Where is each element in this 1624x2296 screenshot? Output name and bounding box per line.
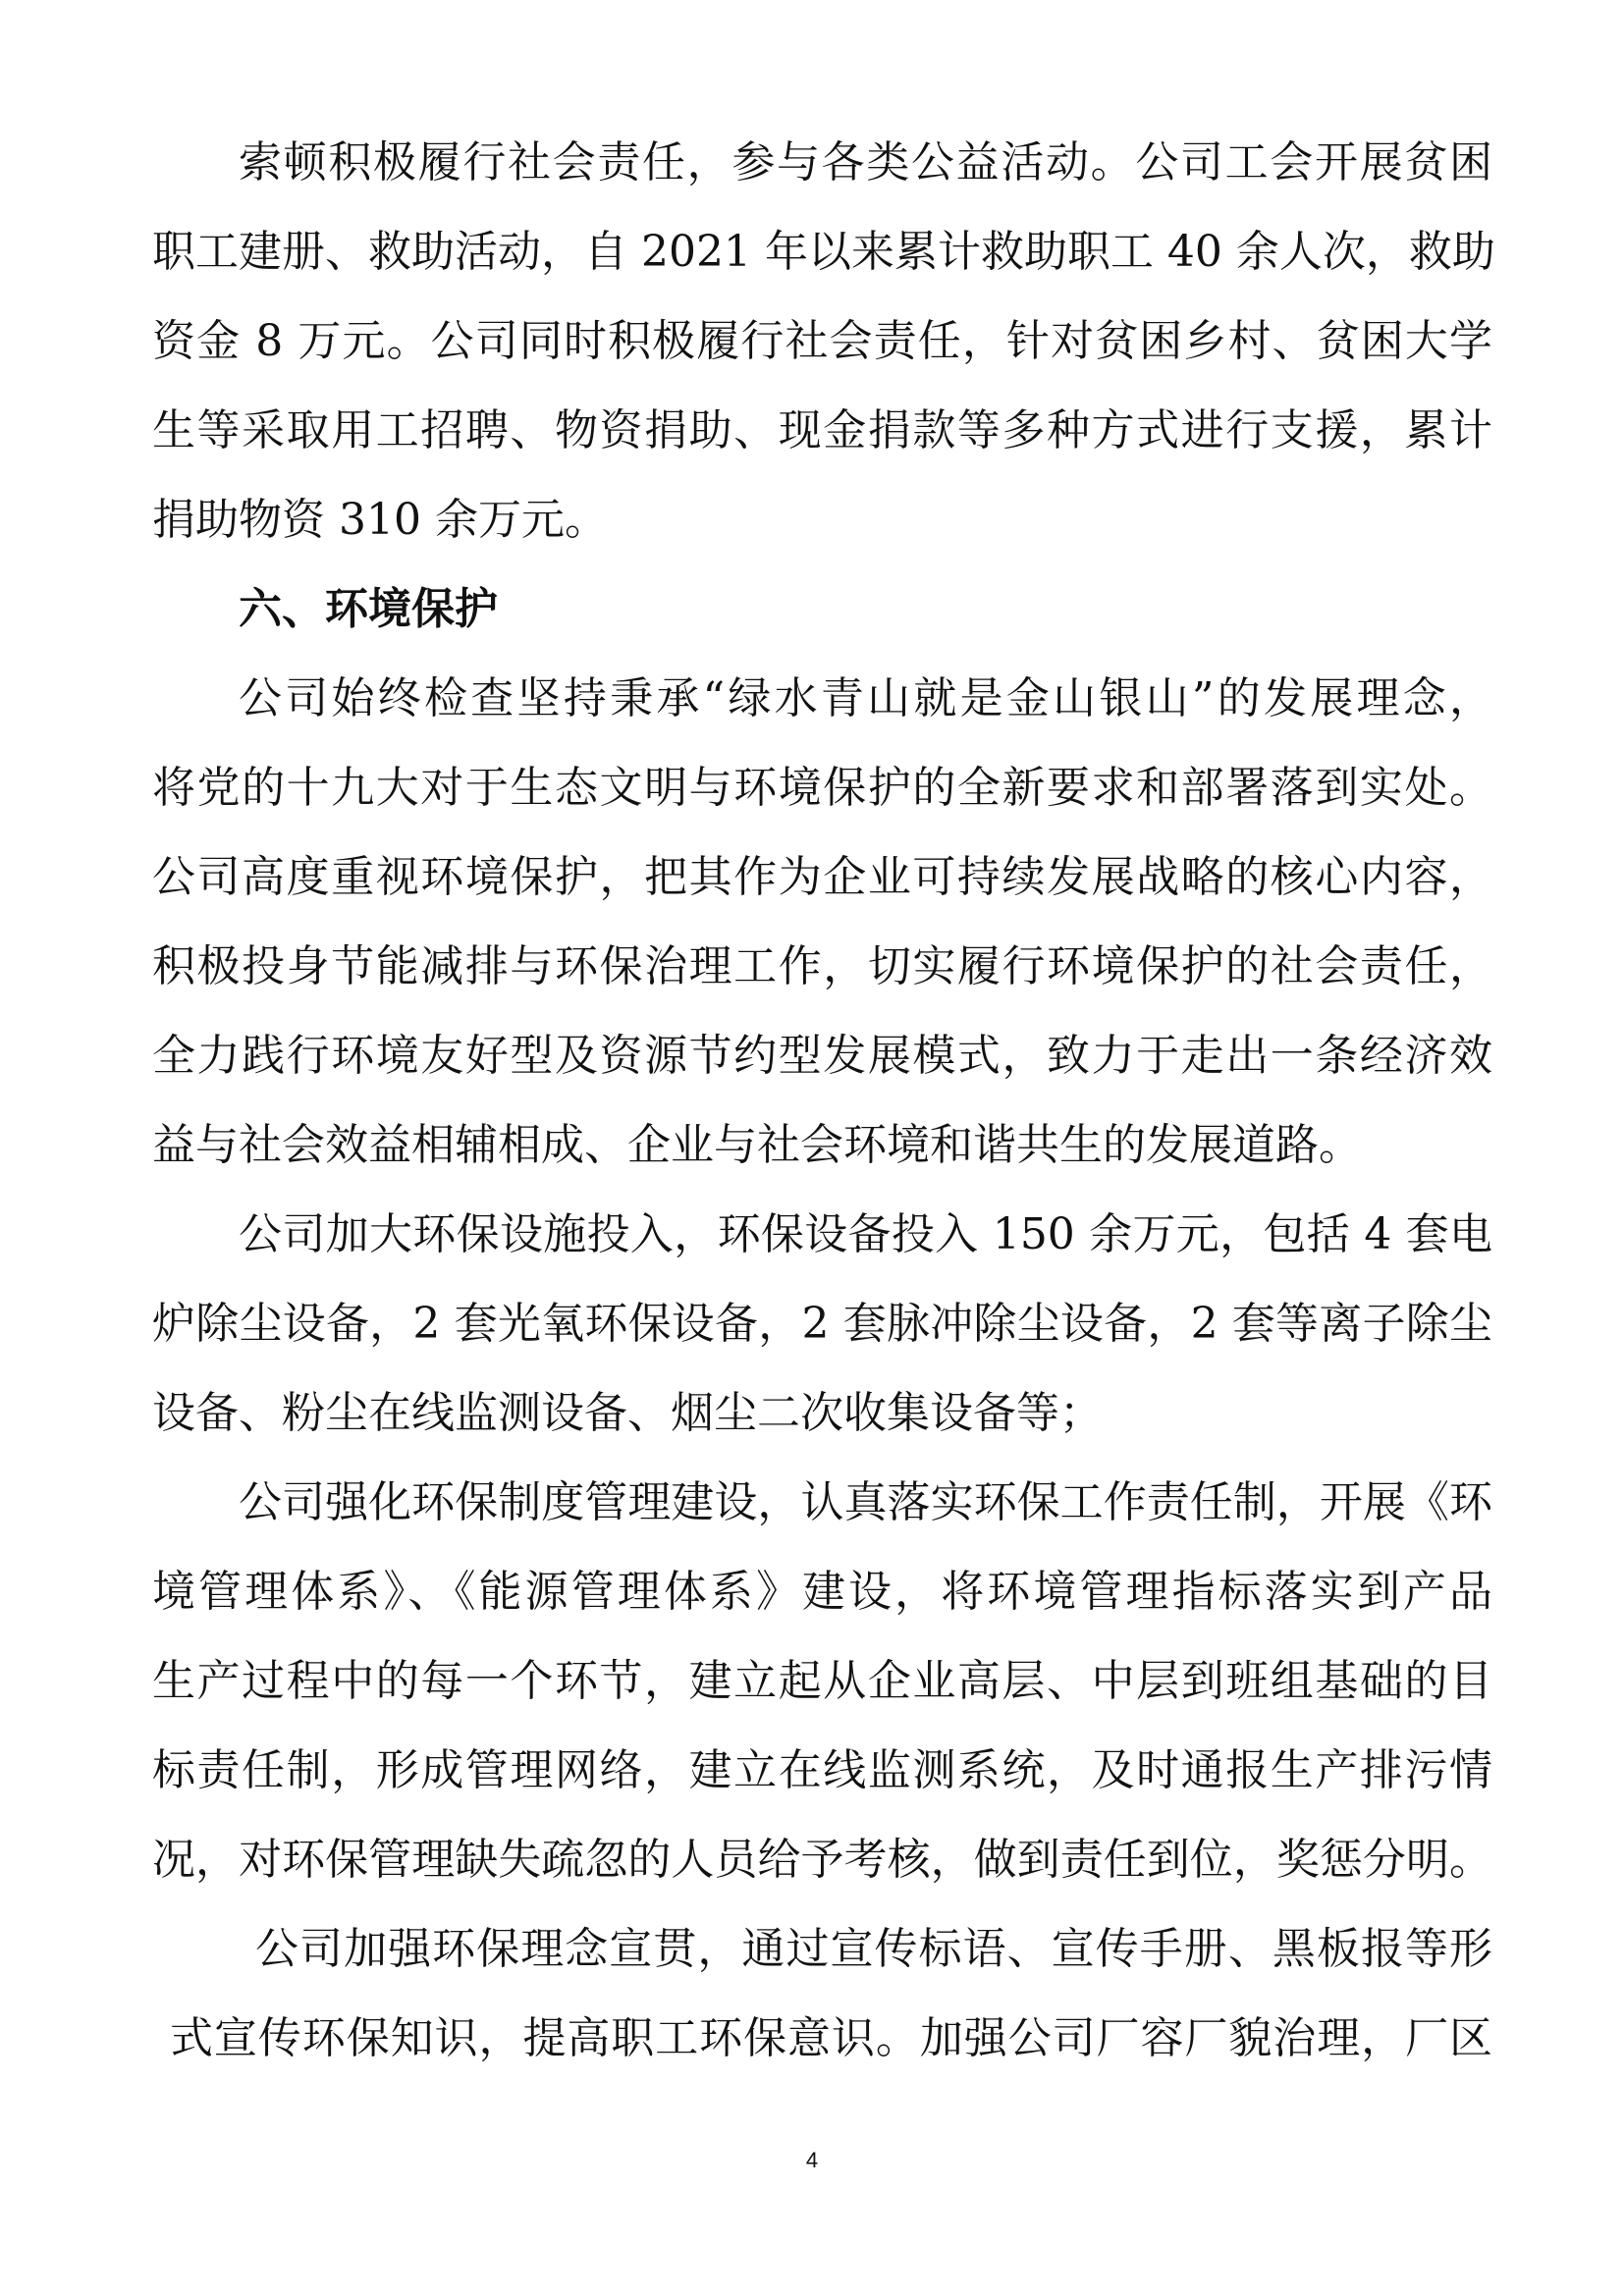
text-line: 公司强化环保制度管理建设，认真落实环保工作责任制，开展《环 [239, 1477, 1492, 1527]
text-line: 公司加大环保设施投入，环保设备投入 150 余万元，包括 4 套电 [239, 1209, 1492, 1259]
text-line: 索顿积极履行社会责任，参与各类公益活动。公司工会开展贫困 [239, 137, 1492, 187]
text-line: 生产过程中的每一个环节，建立起从企业高层、中层到班组基础的目 [152, 1656, 1492, 1706]
text-line: 积极投身节能减排与环保治理工作，切实履行环境保护的社会责任， [152, 941, 1492, 991]
text-line: 公司加强环保理念宣贯，通过宣传标语、宣传手册、黑板报等形 [255, 1924, 1492, 1974]
text-line: 生等采取用工招聘、物资捐助、现金捐款等多种方式进行支援，累计 [152, 405, 1492, 455]
text-line: 资金 8 万元。公司同时积极履行社会责任，针对贫困乡村、贫困大学 [152, 316, 1492, 366]
text-line: 式宣传环保知识，提高职工环保意识。加强公司厂容厂貌治理，厂区 [170, 2013, 1492, 2063]
text-line: 益与社会效益相辅相成、企业与社会环境和谐共生的发展道路。 [152, 1120, 1362, 1170]
text-line: 标责任制，形成管理网络，建立在线监测系统，及时通报生产排污情 [152, 1745, 1492, 1795]
text-line: 境管理体系》、《能源管理体系》建设，将环境管理指标落实到产品 [152, 1567, 1492, 1617]
page-number: 4 [805, 2148, 819, 2172]
text-line: 设备、粉尘在线监测设备、烟尘二次收集设备等； [152, 1388, 1103, 1438]
text-line: 况，对环保管理缺失疏忽的人员给予考核，做到责任到位，奖惩分明。 [152, 1835, 1492, 1885]
text-line: 捐助物资 310 余万元。 [152, 495, 608, 545]
text-line: 公司高度重视环境保护，把其作为企业可持续发展战略的核心内容， [152, 852, 1492, 902]
text-line: 公司始终检查坚持秉承“绿水青山就是金山银山”的发展理念， [239, 673, 1492, 723]
text-line: 将党的十九大对于生态文明与环境保护的全新要求和部署落到实处。 [152, 763, 1492, 813]
text-line: 职工建册、救助活动，自 2021 年以来累计救助职工 40 余人次，救助 [152, 227, 1495, 277]
text-line: 炉除尘设备，2 套光氧环保设备，2 套脉冲除尘设备，2 套等离子除尘 [152, 1299, 1492, 1349]
section-heading: 六、环境保护 [239, 584, 498, 634]
text-line: 全力践行环境友好型及资源节约型发展模式，致力于走出一条经济效 [152, 1031, 1492, 1081]
